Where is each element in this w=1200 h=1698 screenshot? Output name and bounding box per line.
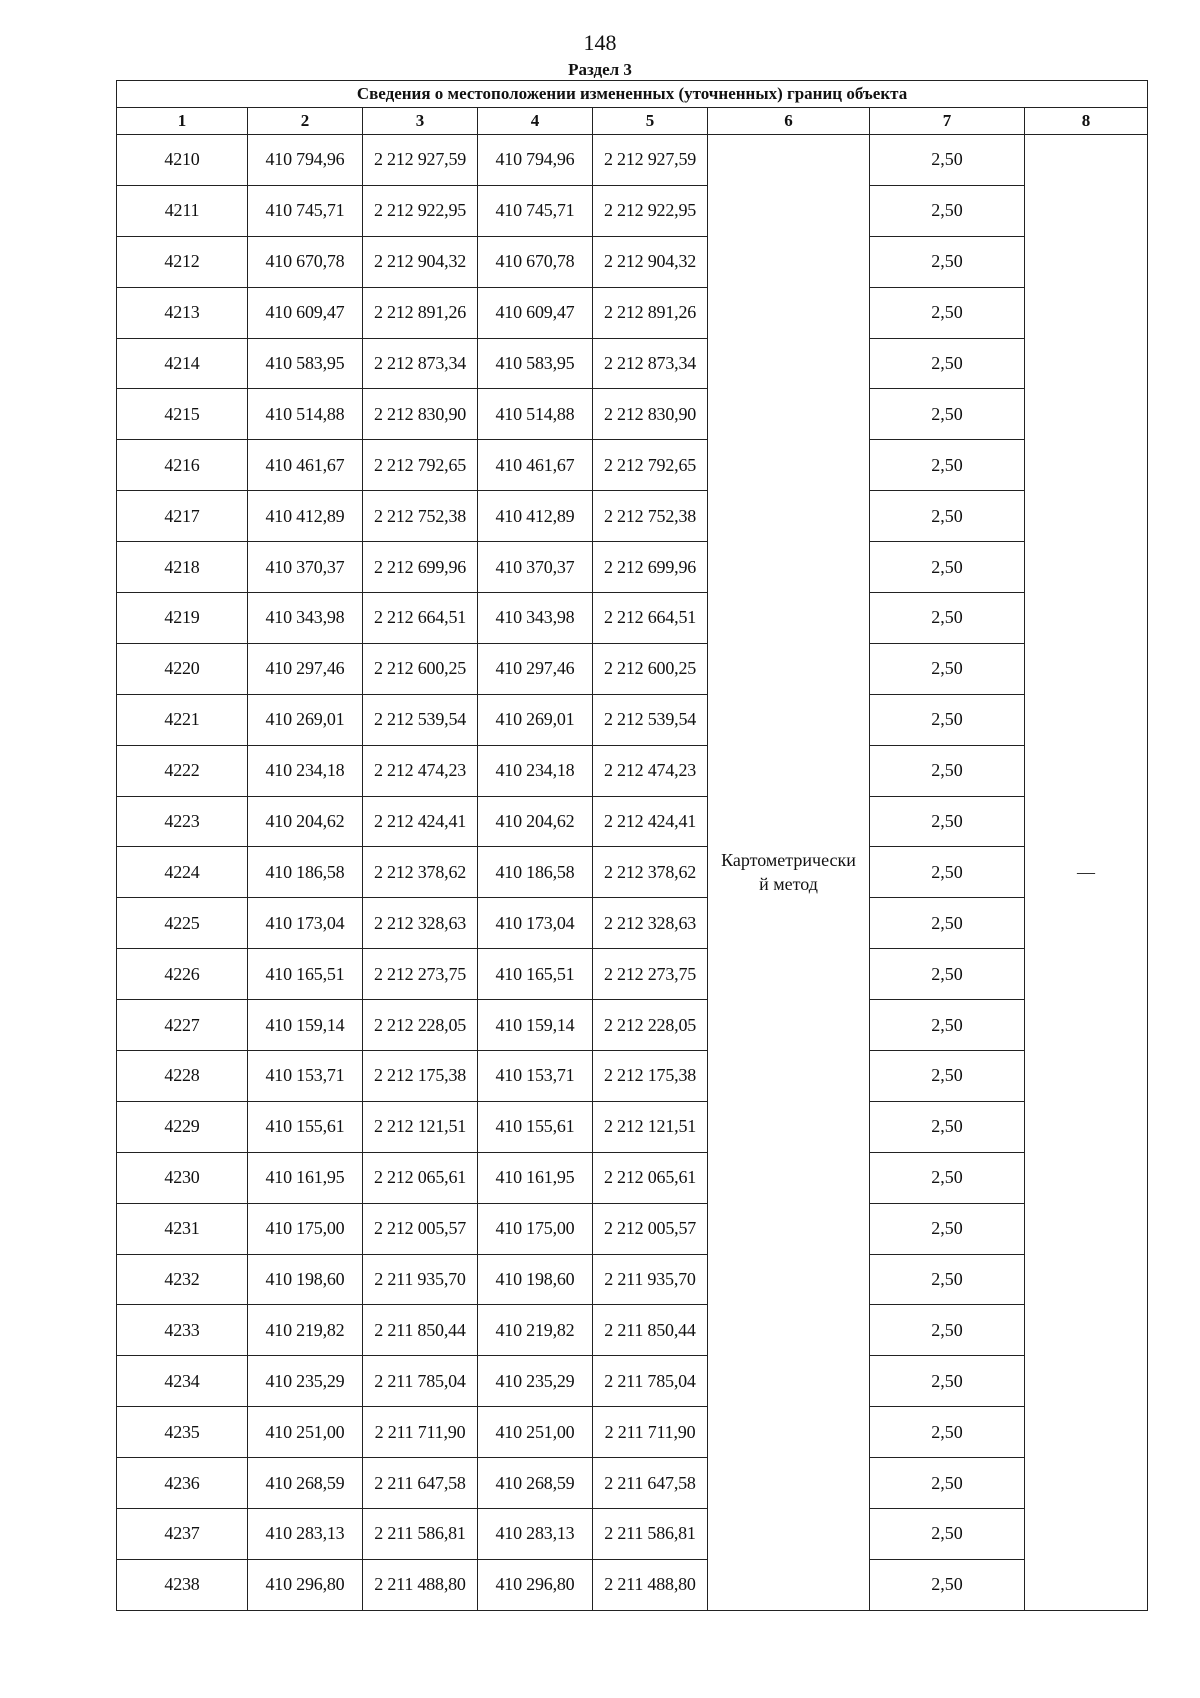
table-row (117, 796, 1148, 847)
y-refined-cell: 2 212 873,34 (593, 338, 708, 389)
column-number: 1 (117, 108, 248, 135)
accuracy-cell: 2,50 (870, 185, 1025, 236)
table-row (117, 1101, 1148, 1152)
x-refined-cell: 410 583,95 (478, 338, 593, 389)
x-refined-cell: 410 609,47 (478, 287, 593, 338)
x-existing-cell: 410 343,98 (248, 593, 363, 644)
point-number-cell: 4238 (117, 1559, 248, 1610)
accuracy-cell: 2,50 (870, 542, 1025, 593)
point-number-cell: 4232 (117, 1254, 248, 1305)
x-refined-cell: 410 198,60 (478, 1254, 593, 1305)
table-row (117, 440, 1148, 491)
point-number-cell: 4217 (117, 491, 248, 542)
y-existing-cell: 2 211 785,04 (363, 1356, 478, 1407)
table-row (117, 1000, 1148, 1051)
table-row (117, 1559, 1148, 1610)
y-refined-cell: 2 212 752,38 (593, 491, 708, 542)
column-number: 5 (593, 108, 708, 135)
point-number-cell: 4210 (117, 135, 248, 186)
x-existing-cell: 410 412,89 (248, 491, 363, 542)
accuracy-cell: 2,50 (870, 236, 1025, 287)
x-refined-cell: 410 186,58 (478, 847, 593, 898)
y-existing-cell: 2 211 488,80 (363, 1559, 478, 1610)
table-row (117, 593, 1148, 644)
table-row (117, 847, 1148, 898)
x-refined-cell: 410 204,62 (478, 796, 593, 847)
point-number-cell: 4236 (117, 1458, 248, 1509)
x-refined-cell: 410 159,14 (478, 1000, 593, 1051)
accuracy-cell: 2,50 (870, 1356, 1025, 1407)
point-number-cell: 4221 (117, 694, 248, 745)
point-number-cell: 4237 (117, 1509, 248, 1560)
y-existing-cell: 2 212 699,96 (363, 542, 478, 593)
y-existing-cell: 2 212 873,34 (363, 338, 478, 389)
x-existing-cell: 410 296,80 (248, 1559, 363, 1610)
x-existing-cell: 410 670,78 (248, 236, 363, 287)
table-row (117, 898, 1148, 949)
y-existing-cell: 2 212 175,38 (363, 1051, 478, 1102)
point-number-cell: 4219 (117, 593, 248, 644)
y-existing-cell: 2 212 891,26 (363, 287, 478, 338)
point-number-cell: 4226 (117, 949, 248, 1000)
method-cell (708, 135, 870, 1611)
y-refined-cell: 2 212 539,54 (593, 694, 708, 745)
y-refined-cell: 2 212 891,26 (593, 287, 708, 338)
x-existing-cell: 410 219,82 (248, 1305, 363, 1356)
x-existing-cell: 410 159,14 (248, 1000, 363, 1051)
y-existing-cell: 2 212 927,59 (363, 135, 478, 186)
page-number: 148 (583, 30, 617, 55)
point-number-cell: 4212 (117, 236, 248, 287)
x-refined-cell: 410 283,13 (478, 1509, 593, 1560)
x-refined-cell: 410 268,59 (478, 1458, 593, 1509)
x-existing-cell: 410 514,88 (248, 389, 363, 440)
y-refined-cell: 2 212 005,57 (593, 1203, 708, 1254)
x-refined-cell: 410 343,98 (478, 593, 593, 644)
x-existing-cell: 410 198,60 (248, 1254, 363, 1305)
point-number-cell: 4227 (117, 1000, 248, 1051)
y-existing-cell: 2 212 922,95 (363, 185, 478, 236)
accuracy-cell: 2,50 (870, 338, 1025, 389)
y-refined-cell: 2 212 175,38 (593, 1051, 708, 1102)
point-number-cell: 4224 (117, 847, 248, 898)
x-existing-cell: 410 175,00 (248, 1203, 363, 1254)
accuracy-cell: 2,50 (870, 1509, 1025, 1560)
table-row (117, 694, 1148, 745)
point-number-cell: 4225 (117, 898, 248, 949)
table-row (117, 491, 1148, 542)
point-number-cell: 4220 (117, 643, 248, 694)
accuracy-cell: 2,50 (870, 287, 1025, 338)
point-number-cell: 4213 (117, 287, 248, 338)
table-row (117, 643, 1148, 694)
accuracy-cell: 2,50 (870, 796, 1025, 847)
x-refined-cell: 410 235,29 (478, 1356, 593, 1407)
accuracy-cell: 2,50 (870, 593, 1025, 644)
point-number-cell: 4215 (117, 389, 248, 440)
x-refined-cell: 410 155,61 (478, 1101, 593, 1152)
accuracy-cell: 2,50 (870, 1458, 1025, 1509)
accuracy-cell: 2,50 (870, 1101, 1025, 1152)
point-number-cell: 4233 (117, 1305, 248, 1356)
x-refined-cell: 410 370,37 (478, 542, 593, 593)
x-refined-cell: 410 153,71 (478, 1051, 593, 1102)
accuracy-cell: 2,50 (870, 1254, 1025, 1305)
table-row (117, 949, 1148, 1000)
x-existing-cell: 410 234,18 (248, 745, 363, 796)
x-refined-cell: 410 412,89 (478, 491, 593, 542)
column8-cell: — (1025, 135, 1148, 1611)
column-number: 7 (870, 108, 1025, 135)
y-refined-cell: 2 212 328,63 (593, 898, 708, 949)
column-number: 4 (478, 108, 593, 135)
y-refined-cell: 2 212 927,59 (593, 135, 708, 186)
x-existing-cell: 410 269,01 (248, 694, 363, 745)
x-existing-cell: 410 204,62 (248, 796, 363, 847)
x-refined-cell: 410 251,00 (478, 1407, 593, 1458)
table-row (117, 236, 1148, 287)
y-refined-cell: 2 212 830,90 (593, 389, 708, 440)
table-row (117, 185, 1148, 236)
table-body (117, 135, 1148, 1611)
point-number-cell: 4211 (117, 185, 248, 236)
point-number-cell: 4222 (117, 745, 248, 796)
y-refined-cell: 2 211 488,80 (593, 1559, 708, 1610)
y-refined-cell: 2 211 850,44 (593, 1305, 708, 1356)
table-row (117, 1152, 1148, 1203)
y-existing-cell: 2 212 328,63 (363, 898, 478, 949)
y-refined-cell: 2 211 785,04 (593, 1356, 708, 1407)
accuracy-cell: 2,50 (870, 745, 1025, 796)
y-existing-cell: 2 212 005,57 (363, 1203, 478, 1254)
x-refined-cell: 410 296,80 (478, 1559, 593, 1610)
accuracy-cell: 2,50 (870, 1305, 1025, 1356)
x-refined-cell: 410 165,51 (478, 949, 593, 1000)
point-number-cell: 4234 (117, 1356, 248, 1407)
y-refined-cell: 2 212 792,65 (593, 440, 708, 491)
y-existing-cell: 2 211 586,81 (363, 1509, 478, 1560)
x-existing-cell: 410 186,58 (248, 847, 363, 898)
y-existing-cell: 2 212 904,32 (363, 236, 478, 287)
y-refined-cell: 2 211 935,70 (593, 1254, 708, 1305)
y-existing-cell: 2 211 711,90 (363, 1407, 478, 1458)
y-existing-cell: 2 211 647,58 (363, 1458, 478, 1509)
y-existing-cell: 2 212 792,65 (363, 440, 478, 491)
accuracy-cell: 2,50 (870, 389, 1025, 440)
y-existing-cell: 2 212 664,51 (363, 593, 478, 644)
y-existing-cell: 2 212 273,75 (363, 949, 478, 1000)
x-existing-cell: 410 173,04 (248, 898, 363, 949)
accuracy-cell: 2,50 (870, 1152, 1025, 1203)
x-refined-cell: 410 514,88 (478, 389, 593, 440)
table-caption: Сведения о местоположении измененных (уточненных) границ объекта (117, 81, 1148, 108)
y-refined-cell: 2 212 121,51 (593, 1101, 708, 1152)
method-text-line: Картометрически (721, 850, 856, 871)
x-refined-cell: 410 234,18 (478, 745, 593, 796)
y-existing-cell: 2 212 539,54 (363, 694, 478, 745)
point-number-cell: 4218 (117, 542, 248, 593)
table-row (117, 542, 1148, 593)
x-existing-cell: 410 251,00 (248, 1407, 363, 1458)
y-refined-cell: 2 212 600,25 (593, 643, 708, 694)
table-row (117, 1305, 1148, 1356)
table-row (117, 135, 1148, 186)
x-refined-cell: 410 161,95 (478, 1152, 593, 1203)
column-number: 2 (248, 108, 363, 135)
accuracy-cell: 2,50 (870, 898, 1025, 949)
y-refined-cell: 2 212 922,95 (593, 185, 708, 236)
y-refined-cell: 2 212 065,61 (593, 1152, 708, 1203)
accuracy-cell: 2,50 (870, 643, 1025, 694)
accuracy-cell: 2,50 (870, 440, 1025, 491)
accuracy-cell: 2,50 (870, 847, 1025, 898)
y-refined-cell: 2 211 586,81 (593, 1509, 708, 1560)
point-number-cell: 4235 (117, 1407, 248, 1458)
x-refined-cell: 410 745,71 (478, 185, 593, 236)
accuracy-cell: 2,50 (870, 135, 1025, 186)
accuracy-cell: 2,50 (870, 1559, 1025, 1610)
x-existing-cell: 410 609,47 (248, 287, 363, 338)
table-row (117, 1203, 1148, 1254)
x-existing-cell: 410 235,29 (248, 1356, 363, 1407)
x-existing-cell: 410 153,71 (248, 1051, 363, 1102)
y-refined-cell: 2 212 699,96 (593, 542, 708, 593)
accuracy-cell: 2,50 (870, 1051, 1025, 1102)
accuracy-cell: 2,50 (870, 491, 1025, 542)
x-existing-cell: 410 297,46 (248, 643, 363, 694)
y-refined-cell: 2 211 711,90 (593, 1407, 708, 1458)
x-refined-cell: 410 670,78 (478, 236, 593, 287)
x-refined-cell: 410 297,46 (478, 643, 593, 694)
x-refined-cell: 410 173,04 (478, 898, 593, 949)
y-refined-cell: 2 212 273,75 (593, 949, 708, 1000)
x-existing-cell: 410 268,59 (248, 1458, 363, 1509)
table-row (117, 1458, 1148, 1509)
y-refined-cell: 2 212 474,23 (593, 745, 708, 796)
accuracy-cell: 2,50 (870, 949, 1025, 1000)
y-existing-cell: 2 212 424,41 (363, 796, 478, 847)
point-number-cell: 4231 (117, 1203, 248, 1254)
table-row (117, 1254, 1148, 1305)
point-number-cell: 4228 (117, 1051, 248, 1102)
y-refined-cell: 2 212 664,51 (593, 593, 708, 644)
method-text-line: й метод (759, 874, 818, 895)
y-refined-cell: 2 212 424,41 (593, 796, 708, 847)
x-refined-cell: 410 794,96 (478, 135, 593, 186)
x-refined-cell: 410 269,01 (478, 694, 593, 745)
point-number-cell: 4216 (117, 440, 248, 491)
x-existing-cell: 410 155,61 (248, 1101, 363, 1152)
table-row (117, 745, 1148, 796)
column-number: 3 (363, 108, 478, 135)
x-refined-cell: 410 175,00 (478, 1203, 593, 1254)
table-row (117, 338, 1148, 389)
accuracy-cell: 2,50 (870, 694, 1025, 745)
x-existing-cell: 410 583,95 (248, 338, 363, 389)
y-refined-cell: 2 212 228,05 (593, 1000, 708, 1051)
x-existing-cell: 410 165,51 (248, 949, 363, 1000)
table-row (117, 287, 1148, 338)
y-existing-cell: 2 212 121,51 (363, 1101, 478, 1152)
x-existing-cell: 410 461,67 (248, 440, 363, 491)
y-existing-cell: 2 212 600,25 (363, 643, 478, 694)
y-existing-cell: 2 212 065,61 (363, 1152, 478, 1203)
y-existing-cell: 2 211 935,70 (363, 1254, 478, 1305)
y-refined-cell: 2 212 904,32 (593, 236, 708, 287)
column-number: 6 (708, 108, 870, 135)
section-title: Раздел 3 (568, 60, 632, 79)
table-row (117, 389, 1148, 440)
y-existing-cell: 2 212 228,05 (363, 1000, 478, 1051)
accuracy-cell: 2,50 (870, 1203, 1025, 1254)
table-row (117, 1509, 1148, 1560)
y-existing-cell: 2 211 850,44 (363, 1305, 478, 1356)
boundary-coordinates-table (116, 80, 1148, 1611)
y-existing-cell: 2 212 752,38 (363, 491, 478, 542)
table-row (117, 1407, 1148, 1458)
point-number-cell: 4214 (117, 338, 248, 389)
x-existing-cell: 410 370,37 (248, 542, 363, 593)
y-existing-cell: 2 212 830,90 (363, 389, 478, 440)
x-refined-cell: 410 461,67 (478, 440, 593, 491)
table-row (117, 1356, 1148, 1407)
column-number: 8 (1025, 108, 1148, 135)
x-existing-cell: 410 794,96 (248, 135, 363, 186)
column-number-row (117, 108, 1148, 135)
x-refined-cell: 410 219,82 (478, 1305, 593, 1356)
accuracy-cell: 2,50 (870, 1407, 1025, 1458)
x-existing-cell: 410 745,71 (248, 185, 363, 236)
y-refined-cell: 2 212 378,62 (593, 847, 708, 898)
point-number-cell: 4229 (117, 1101, 248, 1152)
accuracy-cell: 2,50 (870, 1000, 1025, 1051)
table-row (117, 1051, 1148, 1102)
x-existing-cell: 410 161,95 (248, 1152, 363, 1203)
x-existing-cell: 410 283,13 (248, 1509, 363, 1560)
point-number-cell: 4230 (117, 1152, 248, 1203)
point-number-cell: 4223 (117, 796, 248, 847)
y-existing-cell: 2 212 378,62 (363, 847, 478, 898)
y-refined-cell: 2 211 647,58 (593, 1458, 708, 1509)
y-existing-cell: 2 212 474,23 (363, 745, 478, 796)
